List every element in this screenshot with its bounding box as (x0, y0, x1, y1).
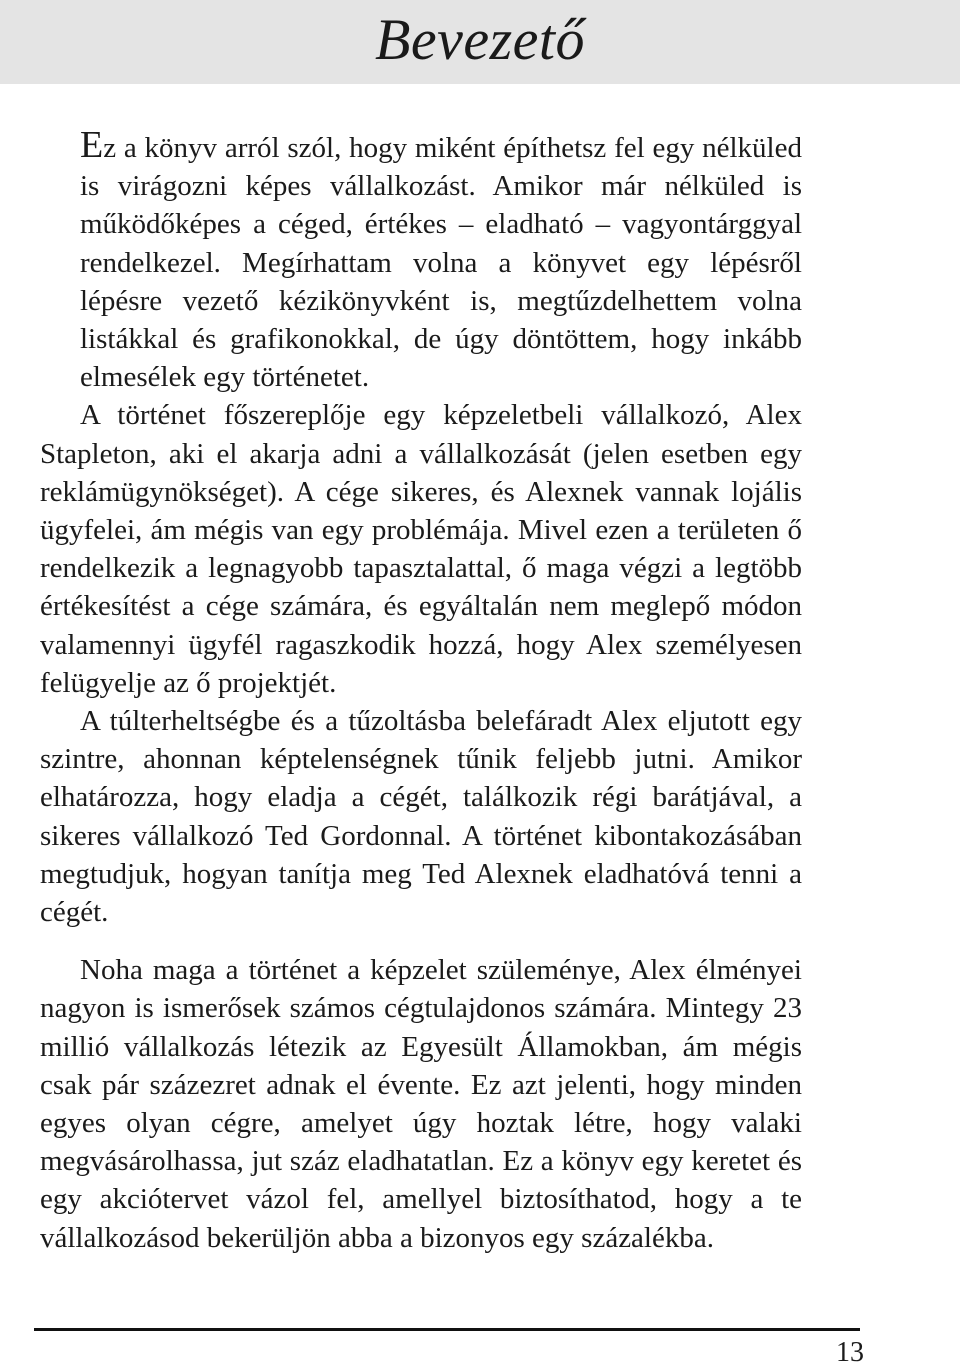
paragraph-2: A történet főszereplője egy képzeletbeli vállalkozó, Alex Stapleton, aki el akarja adni a vállalkozását (jelen esetben egy reklámügynökséget). A cége sikeres, és Alexnek vannak lojális ügyfelei, ám mégis van egy problémája. Mivel ezen a területen ő rendelkezik a legnagyobb tapasztalattal, ő maga végzi a legtöbb értékesítést a cége számára, és egyáltalán nem meglepő módon valamennyi ügyfél ragaszkodik hozzá, hogy Alex személyesen felügyelje az ő projektjét. (40, 399, 802, 699)
chapter-title: Bevezető (374, 7, 586, 72)
chapter-header-band (0, 0, 960, 84)
page-number: 13 (836, 1337, 864, 1368)
paragraph-1-text: z a könyv arról szól, hogy miként építhetsz fel egy nélküled is virágozni képes vállalkozást. Amikor már nélküled is működőképes a céged, értékes – eladható – vagyontárggyal rendelkezel. Megírhattam volna a könyvet egy lépésről lépésre vezető kézikönyvként is, megtűzdelhettem volna listákkal és grafikonokkal, de úgy döntöttem, hogy inkább elmesélek egy történetet. (80, 132, 802, 394)
paragraph-3: A túlterheltségbe és a tűzoltásba belefáradt Alex eljutott egy szintre, ahonnan képtelenségnek tűnik feljebb jutni. Amikor elhatározza, hogy eladja a cégét, találkozik régi barátjával, a sikeres vállalkozó Ted Gordonnal. A történet kibontakozásában megtudjuk, hogyan tanítja meg Ted Alexnek eladhatóvá tenni a cégét. (40, 705, 802, 929)
paragraph-initial: E (80, 124, 104, 166)
footer-rule (34, 1328, 860, 1331)
paragraph-4: Noha maga a történet a képzelet szüleménye, Alex élményei nagyon is ismerősek számos cégtulajdonos számára. Mintegy 23 millió vállalkozás létezik az Egyesült Államokban, ám mégis csak pár százezret adnak el évente. Ez azt jelenti, hogy minden egyes olyan cégre, amelyet úgy hoztak létre, hogy valaki megvásárolhassa, jut száz eladhatatlan. Ez a könyv egy keretet és egy akciótervet vázol fel, amellyel biztosíthatod, hogy a te vállalkozásod bekerüljön abba a bizonyos egy százalékba. (40, 954, 802, 1254)
chapter-body (40, 126, 802, 1257)
paragraph-1 (40, 126, 802, 396)
